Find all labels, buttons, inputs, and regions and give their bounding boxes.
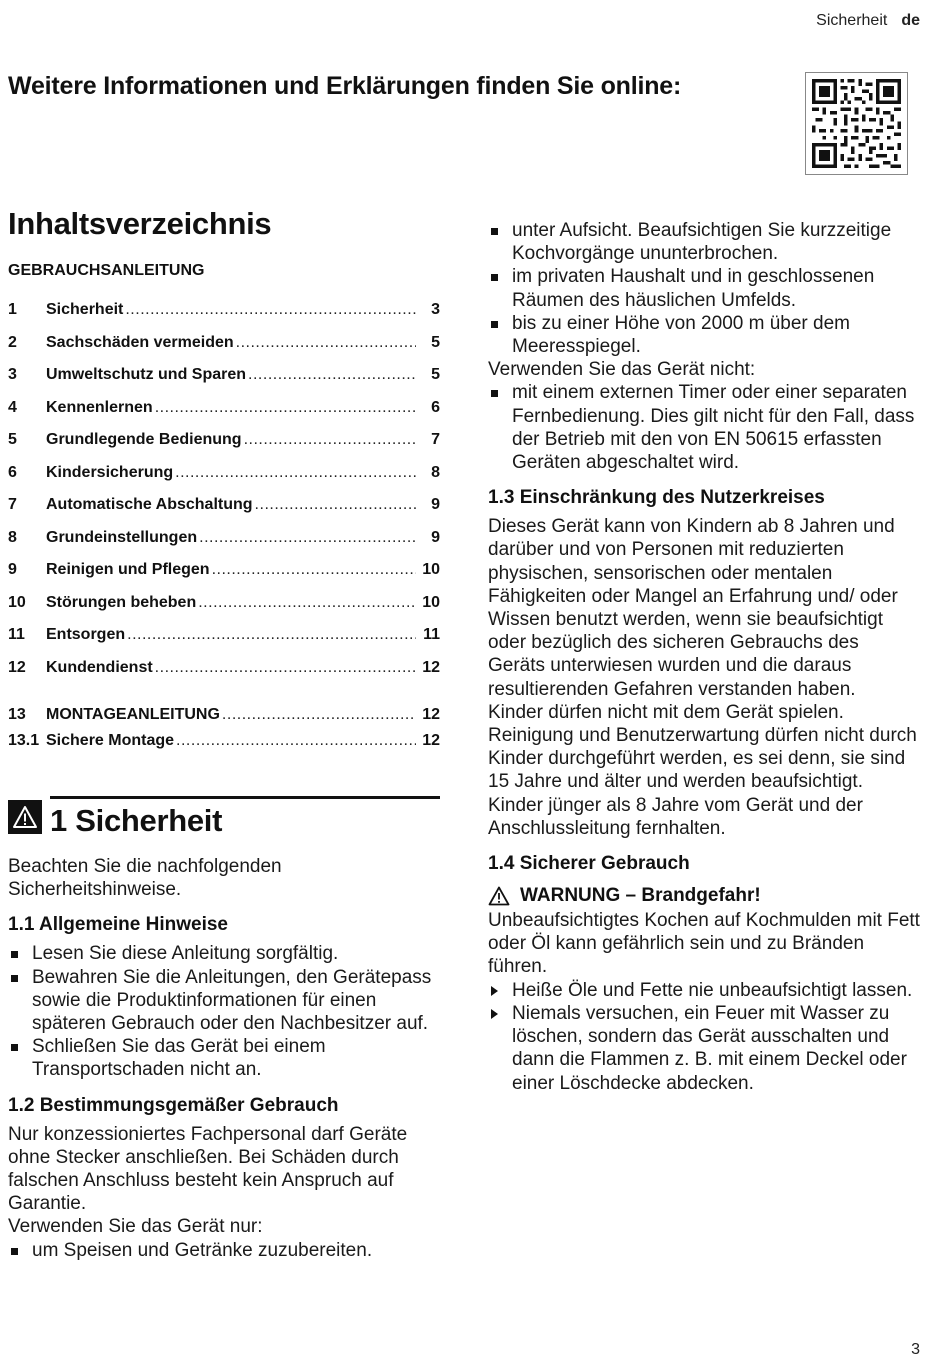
toc-num: 11	[8, 626, 25, 643]
toc-section-label: GEBRAUCHSANLEITUNG	[8, 262, 205, 279]
fire-warning	[488, 885, 920, 907]
toc-page: 9	[431, 496, 440, 513]
toc-page: 12	[422, 706, 440, 723]
page-number: 3	[911, 1341, 920, 1358]
list-item: Niemals versuchen, ein Feuer mit Wasser zu löschen, sondern das Gerät ausschalten und dann die Flammen z. B. mit einem Deckel oder einer Löschdecke abdecken.	[488, 1002, 920, 1095]
not-use-list	[488, 381, 920, 474]
list-item: bis zu einer Höhe von 2000 m über dem Meeresspiegel.	[488, 312, 920, 358]
header-section: Sicherheit	[816, 12, 888, 29]
toc-num: 12	[8, 658, 26, 676]
toc-num: 9	[8, 561, 17, 578]
toc-page: 3	[431, 301, 440, 318]
qr-code-icon	[812, 79, 901, 168]
toc-num: 8	[8, 528, 17, 546]
toc-row-montage[interactable]	[8, 702, 440, 728]
safety-intro: Beachten Sie die nachfolgenden Sicherheitshinweise.	[8, 856, 282, 901]
toc-page: 11	[423, 626, 440, 643]
toc-row[interactable]	[8, 294, 440, 327]
header-lang: de	[901, 12, 920, 29]
running-header	[816, 12, 920, 30]
toc-label: Umweltschutz und Sparen	[46, 366, 247, 383]
toc-label: Kennenlernen	[46, 398, 153, 416]
list-item: Lesen Sie diese Anleitung sorgfältig.	[8, 942, 440, 965]
paragraph: Reinigung und Benutzerwartung dürfen nicht durch Kinder durchgeführt werden, es sei denn, sie sind 15 Jahre und älter und werden beaufsichtigt.	[488, 725, 917, 793]
toc-label: Sichere Montage	[46, 732, 175, 749]
use-list-continued	[488, 219, 920, 358]
toc-num: 13.1	[8, 732, 40, 749]
list-item: mit einem externen Timer oder einer separaten Fernbedienung. Dies gilt nicht für den Fall, dass der Betrieb mit den von EN 50615 erfassten Geräten abgeschaltet wird.	[488, 381, 920, 474]
list-item: im privaten Haushalt und in geschlossenen Räumen des häuslichen Umfelds.	[488, 265, 920, 311]
toc-page: 12	[422, 732, 440, 749]
warning-triangle-icon	[488, 886, 510, 906]
list-item: Schließen Sie das Gerät bei einem Transportschaden nicht an.	[8, 1035, 440, 1081]
paragraph: Unbeaufsichtigtes Kochen auf Kochmulden mit Fett oder Öl kann gefährlich sein und zu Bränden führen.	[488, 910, 920, 978]
toc-page: 5	[431, 366, 440, 383]
toc-title: Inhaltsverzeichnis	[8, 206, 272, 241]
toc-row[interactable]	[8, 327, 440, 360]
toc-page: 10	[422, 561, 440, 578]
toc-row[interactable]	[8, 359, 440, 392]
toc-page: 5	[431, 333, 440, 351]
toc-num: 6	[8, 463, 17, 481]
toc-row[interactable]	[8, 587, 440, 620]
subsection-heading-1-1: 1.1 Allgemeine Hinweise	[8, 914, 228, 936]
toc-label: Kindersicherung	[46, 463, 174, 481]
toc-num: 13	[8, 706, 26, 723]
toc-row[interactable]	[8, 457, 440, 490]
toc-num: 2	[8, 333, 17, 351]
general-notes-list	[8, 942, 440, 1081]
right-column	[488, 219, 920, 1095]
toc-label: Reinigen und Pflegen	[46, 561, 210, 578]
toc-page: 7	[431, 431, 440, 448]
toc-num: 5	[8, 431, 17, 448]
paragraph: Verwenden Sie das Gerät nicht:	[488, 359, 756, 381]
paragraph: Verwenden Sie das Gerät nur:	[8, 1216, 263, 1238]
paragraph: Kinder dürfen nicht mit dem Gerät spielen.	[488, 701, 844, 723]
toc-row[interactable]	[8, 619, 440, 652]
toc-page: 6	[431, 398, 440, 416]
toc-row[interactable]	[8, 424, 440, 457]
section-heading: 1 Sicherheit	[50, 803, 223, 838]
toc-page: 9	[431, 528, 440, 546]
toc-num: 4	[8, 398, 17, 416]
paragraph: Nur konzessioniertes Fachpersonal darf Geräte ohne Stecker anschließen. Bei Schäden durch falschen Anschluss besteht kein Anspruch auf Garantie.	[8, 1123, 408, 1215]
toc-num: 10	[8, 593, 26, 611]
toc-label: MONTAGEANLEITUNG	[46, 706, 220, 723]
online-info-title: Weitere Informationen und Erklärungen finden Sie online:	[8, 72, 682, 100]
toc-label: Grundlegende Bedienung	[46, 431, 242, 448]
toc-list	[8, 294, 440, 754]
toc-page: 8	[431, 463, 440, 481]
paragraph: Dieses Gerät kann von Kindern ab 8 Jahren und darüber und von Personen mit reduzierten physischen, sensorischen oder mentalen Fähigkeiten oder Mangel an Erfahrung und/ oder Wissen benutzt werden, wenn sie beaufsichtigt oder bezüglich des sicheren Gebrauchs des Geräts unterwiesen wurden und die daraus resultierenden Gefahren verstanden haben.	[488, 516, 898, 700]
toc-label: Kundendienst	[46, 658, 153, 676]
toc-row[interactable]	[8, 489, 440, 522]
section-safety-header	[8, 796, 440, 839]
toc-num: 3	[8, 366, 17, 383]
toc-num: 1	[8, 301, 17, 318]
list-item: Bewahren Sie die Anleitungen, den Gerätepass sowie die Produktinformationen für einen späteren Gebrauch oder den Nachbesitzer auf.	[8, 966, 440, 1036]
warning-text: WARNUNG – Brandgefahr!	[520, 885, 761, 907]
warning-triangle-icon	[8, 800, 42, 834]
paragraph: Kinder jünger als 8 Jahre vom Gerät und der Anschlussleitung fernhalten.	[488, 794, 863, 839]
toc-label: Sicherheit	[46, 301, 124, 318]
toc-label: Automatische Abschaltung	[46, 496, 253, 513]
toc-num: 7	[8, 496, 17, 513]
toc-page: 12	[422, 658, 440, 676]
toc-row[interactable]	[8, 652, 440, 685]
toc-row[interactable]	[8, 554, 440, 587]
qr-code-frame	[805, 72, 908, 175]
subsection-heading-1-2: 1.2 Bestimmungsgemäßer Gebrauch	[8, 1094, 339, 1116]
list-item: Heiße Öle und Fette nie unbeaufsichtigt lassen.	[488, 979, 920, 1002]
fire-instructions-list	[488, 979, 920, 1095]
toc-label: Sachschäden vermeiden	[46, 333, 234, 351]
toc-label: Grundeinstellungen	[46, 528, 198, 546]
list-item: um Speisen und Getränke zuzubereiten.	[8, 1239, 440, 1262]
toc-page: 10	[422, 593, 440, 611]
toc-label: Störungen beheben	[46, 593, 197, 611]
toc-row[interactable]	[8, 522, 440, 555]
list-item: unter Aufsicht. Beaufsichtigen Sie kurzzeitige Kochvorgänge ununterbrochen.	[488, 219, 920, 265]
toc-row-montage-sub[interactable]	[8, 728, 440, 754]
subsection-heading-1-4: 1.4 Sicherer Gebrauch	[488, 853, 690, 875]
use-list	[8, 1239, 440, 1262]
subsection-heading-1-3: 1.3 Einschränkung des Nutzerkreises	[488, 487, 825, 509]
left-column	[8, 206, 440, 1262]
toc-row[interactable]	[8, 392, 440, 425]
toc-label: Entsorgen	[46, 626, 126, 643]
